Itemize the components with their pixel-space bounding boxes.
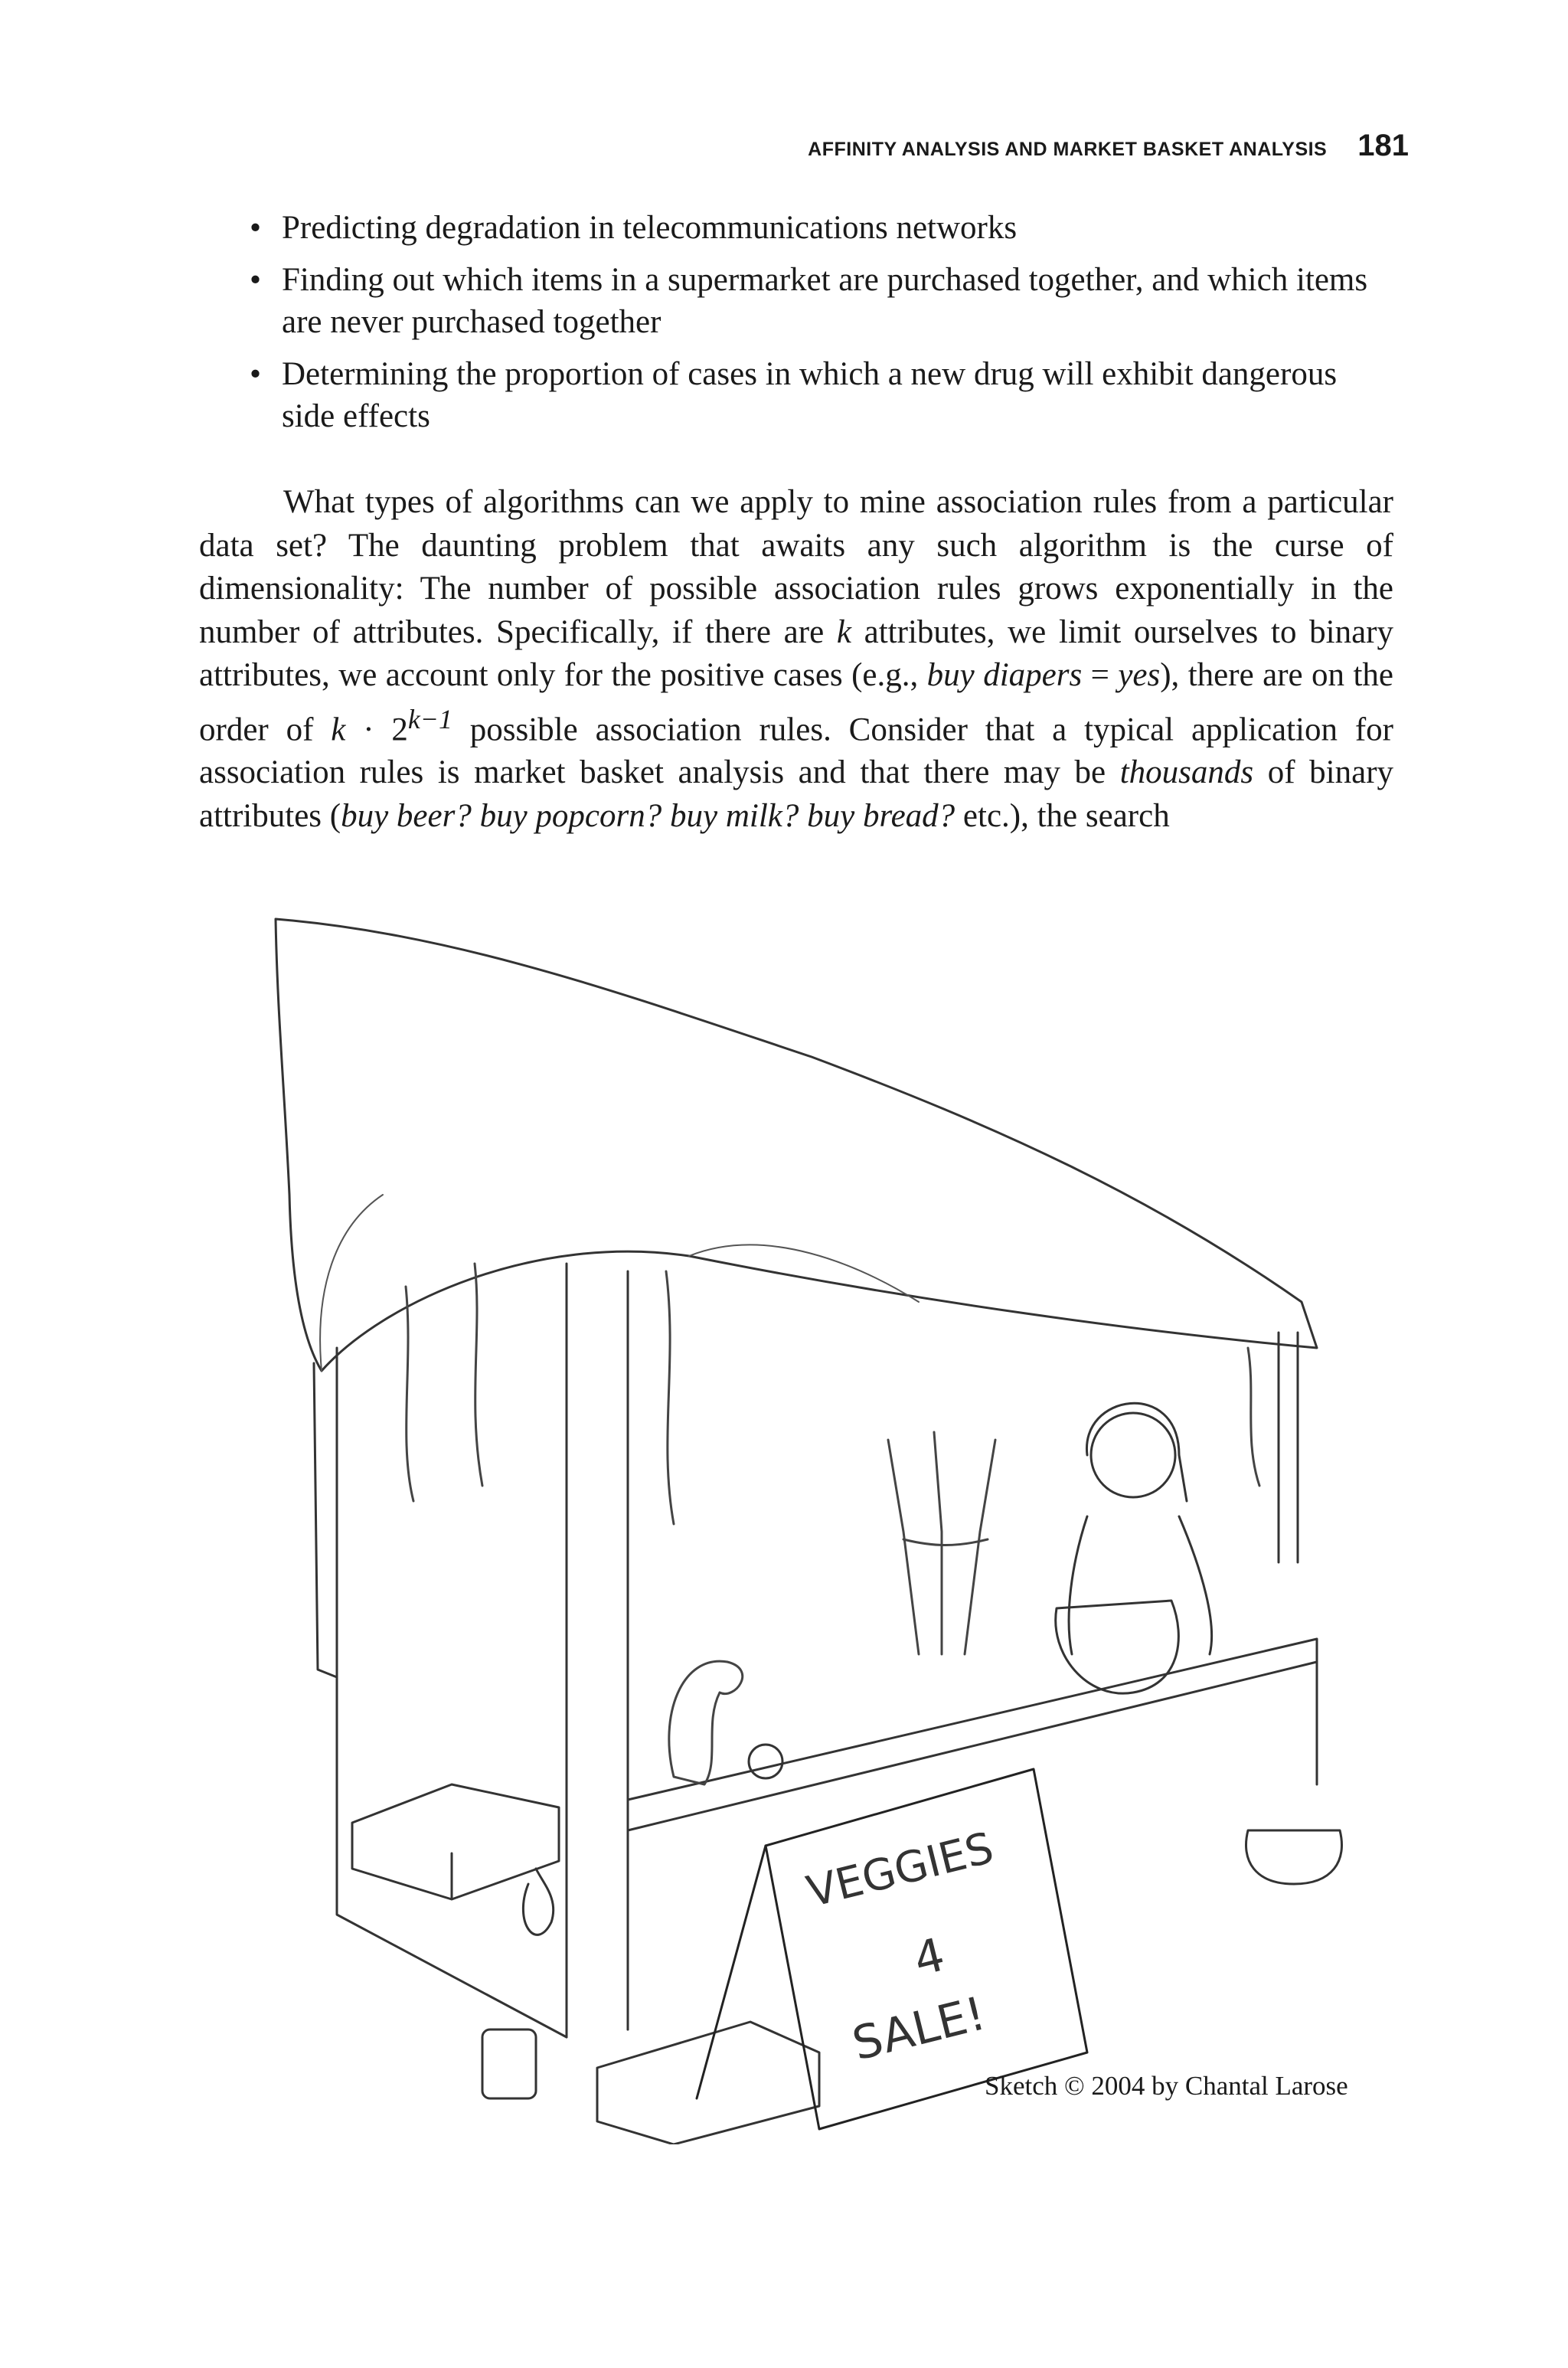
sign-line: 4: [908, 1928, 950, 1987]
crate-front: [597, 2022, 819, 2144]
crate-left: [352, 1784, 559, 1899]
vine: [475, 1264, 482, 1486]
paragraph-text: ), there are on the order of: [199, 657, 1393, 747]
example-term: buy diapers: [926, 657, 1083, 693]
figure-caption: Sketch © 2004 by Chantal Larose: [985, 2071, 1348, 2101]
front-post: [567, 1264, 628, 2037]
awning: [276, 919, 1317, 1371]
body-paragraph: [199, 481, 1393, 838]
left-post: [314, 1348, 337, 1677]
right-post: [1279, 1333, 1298, 1562]
emphasis: thousands: [1119, 754, 1254, 791]
vine: [1248, 1348, 1259, 1486]
basket-right: [1246, 1830, 1342, 1884]
running-head: AFFINITY ANALYSIS AND MARKET BASKET ANALYSIS: [808, 139, 1328, 160]
counter-top: [628, 1639, 1317, 1830]
math-exponent: k−1: [407, 703, 452, 734]
vine: [406, 1287, 413, 1501]
example-term: yes: [1118, 657, 1161, 693]
paragraph-text: etc.), the search: [955, 797, 1170, 834]
paragraph-text: attributes, we limit ourselves to binary attributes, we account only for the positive cases (e.g.,: [199, 613, 1393, 693]
paragraph-text: What types of algorithms can we apply to mine association rules from a particular data set? The daunting problem that awaits any such algorithm is the curse of dimensionality: The number of possible association rules grows exponentially in the number of attributes. Specifically, if there are: [199, 484, 1393, 650]
butternut-squash: [523, 1869, 553, 1935]
math-expression: · 2: [345, 711, 408, 747]
page-number: 181: [1357, 129, 1409, 162]
example-items: buy beer? buy popcorn? buy milk? buy bread?: [341, 797, 956, 834]
paragraph-text: of binary attributes (: [199, 754, 1394, 834]
vendor-body: [1069, 1516, 1212, 1654]
wheat-bundle: [888, 1432, 995, 1654]
bullet-item: • Determining the proportion of cases in which a new drug will exhibit dangerous side effects: [245, 353, 1393, 437]
sign-line: VEGGIES: [802, 1823, 998, 1918]
vine: [666, 1271, 674, 1524]
math-variable: k: [836, 613, 851, 650]
market-stall-sketch: [230, 904, 1363, 2144]
vendor-hair: [1086, 1403, 1187, 1501]
vegetable-basket: [1056, 1601, 1179, 1693]
vendor-head: [1091, 1413, 1175, 1497]
small-pumpkin: [749, 1745, 782, 1778]
page-header: [199, 129, 1409, 163]
bullet-item: • Predicting degradation in telecommunications networks: [245, 207, 1393, 249]
bullet-item: • Finding out which items in a supermarket are purchased together, and which items are never purchased together: [245, 259, 1393, 343]
equals-sign: =: [1082, 657, 1119, 693]
paragraph-text: possible association rules. Consider that a typical application for association rules is market basket analysis and that there may be: [199, 711, 1394, 791]
math-variable: k: [331, 711, 346, 747]
sign-line: SALE!: [847, 1987, 991, 2072]
bullet-list: [245, 207, 1393, 447]
gourd: [669, 1661, 743, 1784]
jar: [482, 2029, 536, 2098]
